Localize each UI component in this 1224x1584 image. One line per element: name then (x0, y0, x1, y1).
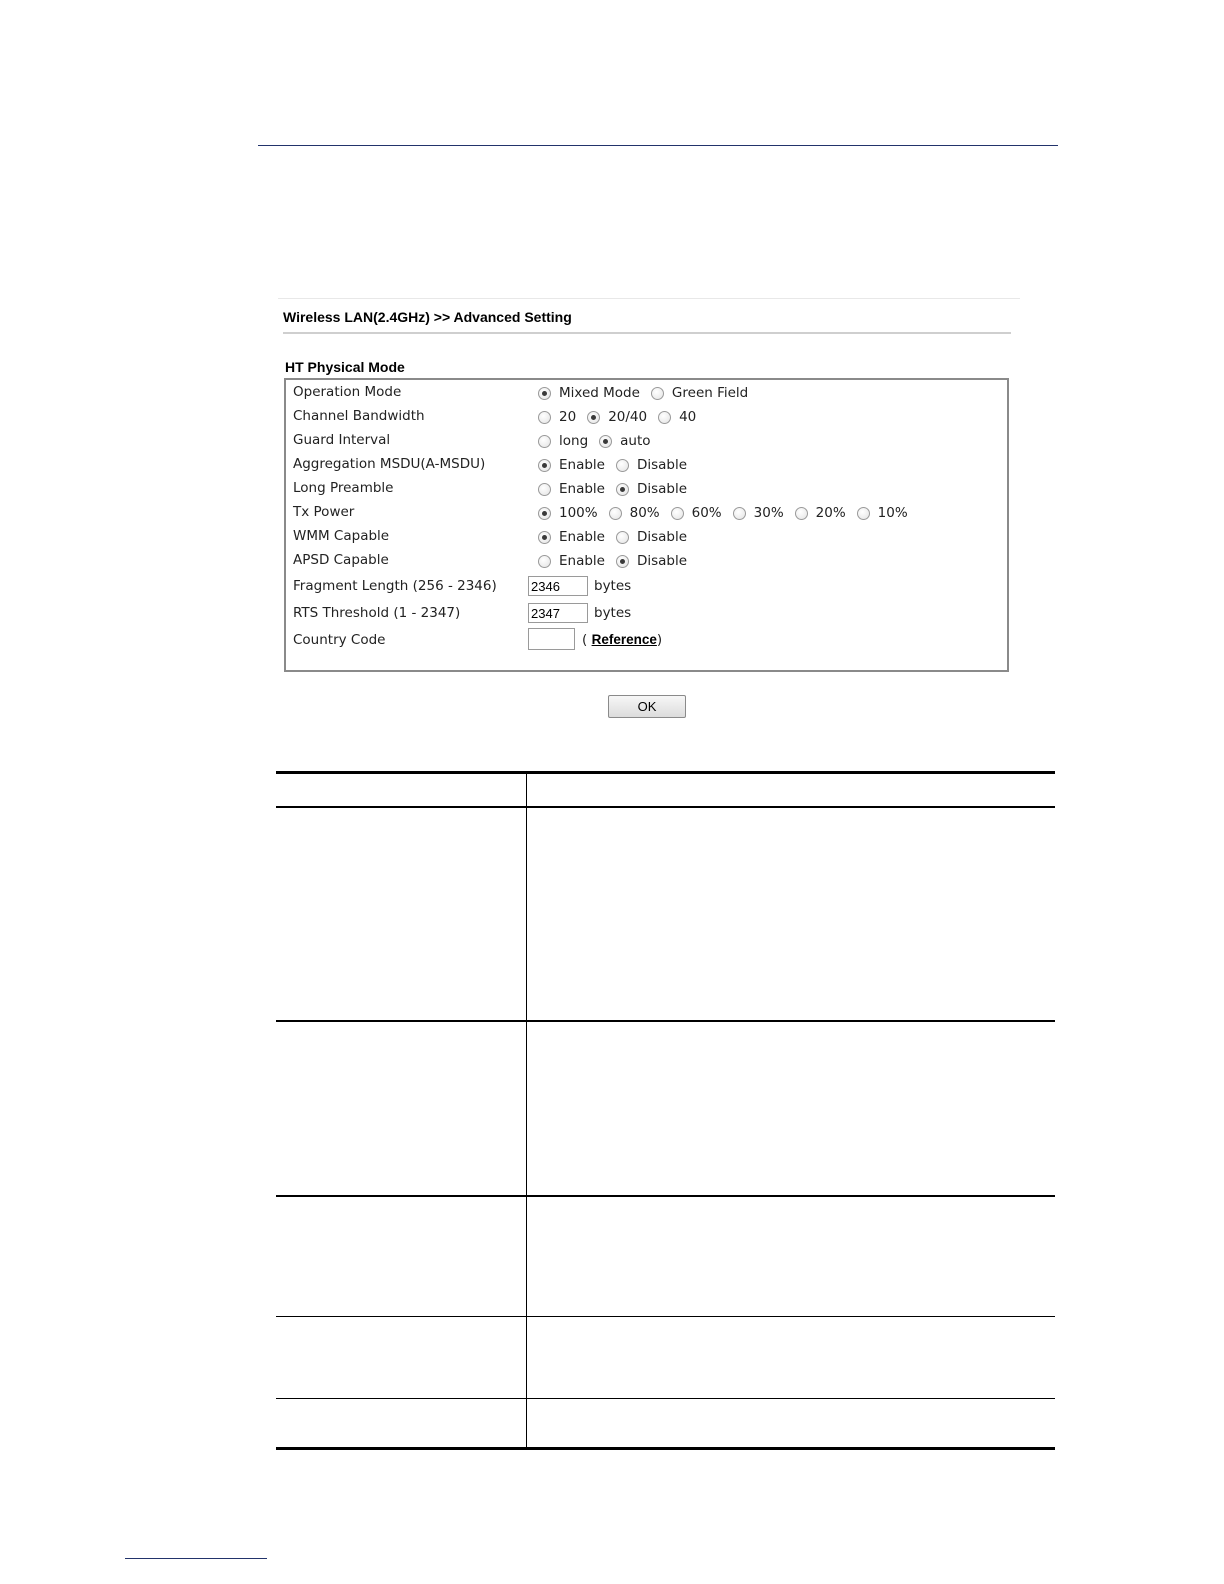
option-label: Enable (559, 553, 605, 569)
row-options (533, 478, 693, 500)
radio-guard-long[interactable] (538, 435, 551, 448)
paren-open: ( (582, 632, 588, 648)
page-header-rule (258, 145, 1058, 146)
radio-tx-30[interactable] (733, 507, 746, 520)
ht-physical-mode-box (284, 378, 1009, 672)
radio-apsd-disable[interactable] (616, 555, 629, 568)
radio-tx-10[interactable] (857, 507, 870, 520)
row-options (533, 406, 702, 428)
radio-tx-20[interactable] (795, 507, 808, 520)
country-code-input[interactable] (528, 628, 575, 650)
option-label: Disable (636, 481, 688, 497)
row-aggregation-msdu (286, 454, 1007, 476)
row-fragment-length (286, 576, 1007, 598)
footer-rule (125, 1558, 267, 1559)
option-label: 20 (559, 409, 577, 425)
table-row-rule (276, 1316, 1055, 1317)
radio-amsdu-disable[interactable] (616, 459, 629, 472)
row-rts-threshold (286, 603, 1007, 625)
option-label: Mixed Mode (559, 385, 640, 401)
row-options (533, 454, 693, 476)
row-label: APSD Capable (293, 552, 389, 568)
radio-bw-20-40[interactable] (587, 411, 600, 424)
breadcrumb: Wireless LAN(2.4GHz) >> Advanced Setting (283, 309, 572, 325)
option-label: 80% (629, 505, 660, 521)
row-label: Aggregation MSDU(A-MSDU) (293, 456, 486, 472)
option-label: 40 (679, 409, 697, 425)
rts-unit: bytes (594, 605, 632, 621)
panel-top-border (278, 298, 1020, 299)
row-label: Guard Interval (293, 432, 391, 448)
radio-preamble-enable[interactable] (538, 483, 551, 496)
radio-bw-20[interactable] (538, 411, 551, 424)
radio-bw-40[interactable] (658, 411, 671, 424)
radio-wmm-enable[interactable] (538, 531, 551, 544)
paren-close: ) (656, 632, 663, 648)
row-apsd-capable (286, 550, 1007, 572)
option-label: Enable (559, 481, 605, 497)
option-label: 10% (877, 505, 908, 521)
radio-tx-80[interactable] (609, 507, 622, 520)
table-bottom-rule (276, 1447, 1055, 1450)
row-label: Channel Bandwidth (293, 408, 425, 424)
row-tx-power (286, 502, 1007, 524)
fragment-unit: bytes (594, 578, 632, 594)
row-wmm-capable (286, 526, 1007, 548)
fragment-length-input[interactable] (528, 576, 588, 596)
radio-tx-100[interactable] (538, 507, 551, 520)
option-label: Enable (559, 457, 605, 473)
ok-button[interactable]: OK (608, 695, 686, 718)
table-column-divider (526, 772, 527, 1449)
option-label: 20/40 (608, 409, 648, 425)
reference-link[interactable]: Reference (591, 632, 657, 647)
option-label: Green Field (671, 385, 749, 401)
row-options (533, 502, 914, 524)
row-options (533, 526, 693, 548)
radio-wmm-disable[interactable] (616, 531, 629, 544)
radio-green-field[interactable] (651, 387, 664, 400)
rts-threshold-input[interactable] (528, 603, 588, 623)
row-options (533, 430, 657, 452)
section-title: HT Physical Mode (285, 359, 405, 375)
breadcrumb-divider (283, 332, 1011, 334)
row-label: Long Preamble (293, 480, 394, 496)
option-label: 30% (753, 505, 784, 521)
option-label: Disable (636, 457, 688, 473)
row-label: Tx Power (293, 504, 355, 520)
option-label: Disable (636, 553, 688, 569)
radio-amsdu-enable[interactable] (538, 459, 551, 472)
table-row-rule (276, 1020, 1055, 1022)
radio-apsd-enable[interactable] (538, 555, 551, 568)
option-label: Enable (559, 529, 605, 545)
router-settings-panel (278, 298, 1020, 728)
row-guard-interval (286, 430, 1007, 452)
row-label: Country Code (293, 632, 386, 648)
option-label: 20% (815, 505, 846, 521)
option-label: auto (620, 433, 651, 449)
row-label: Operation Mode (293, 384, 402, 400)
radio-mixed-mode[interactable] (538, 387, 551, 400)
option-label: Disable (636, 529, 688, 545)
row-options (533, 550, 693, 572)
option-label: 100% (559, 505, 598, 521)
row-label: RTS Threshold (1 - 2347) (293, 605, 461, 621)
table-top-rule (276, 771, 1055, 774)
radio-tx-60[interactable] (671, 507, 684, 520)
reference-wrapper (582, 632, 662, 648)
option-label: long (559, 433, 589, 449)
table-header-rule (276, 806, 1055, 808)
row-channel-bandwidth (286, 406, 1007, 428)
row-label: WMM Capable (293, 528, 390, 544)
row-long-preamble (286, 478, 1007, 500)
table-row-rule (276, 1195, 1055, 1197)
option-label: 60% (691, 505, 722, 521)
radio-guard-auto[interactable] (599, 435, 612, 448)
row-country-code (286, 630, 1007, 652)
row-operation-mode (286, 382, 1007, 404)
row-options (533, 382, 754, 404)
row-label: Fragment Length (256 - 2346) (293, 578, 497, 594)
table-row-rule (276, 1398, 1055, 1399)
radio-preamble-disable[interactable] (616, 483, 629, 496)
